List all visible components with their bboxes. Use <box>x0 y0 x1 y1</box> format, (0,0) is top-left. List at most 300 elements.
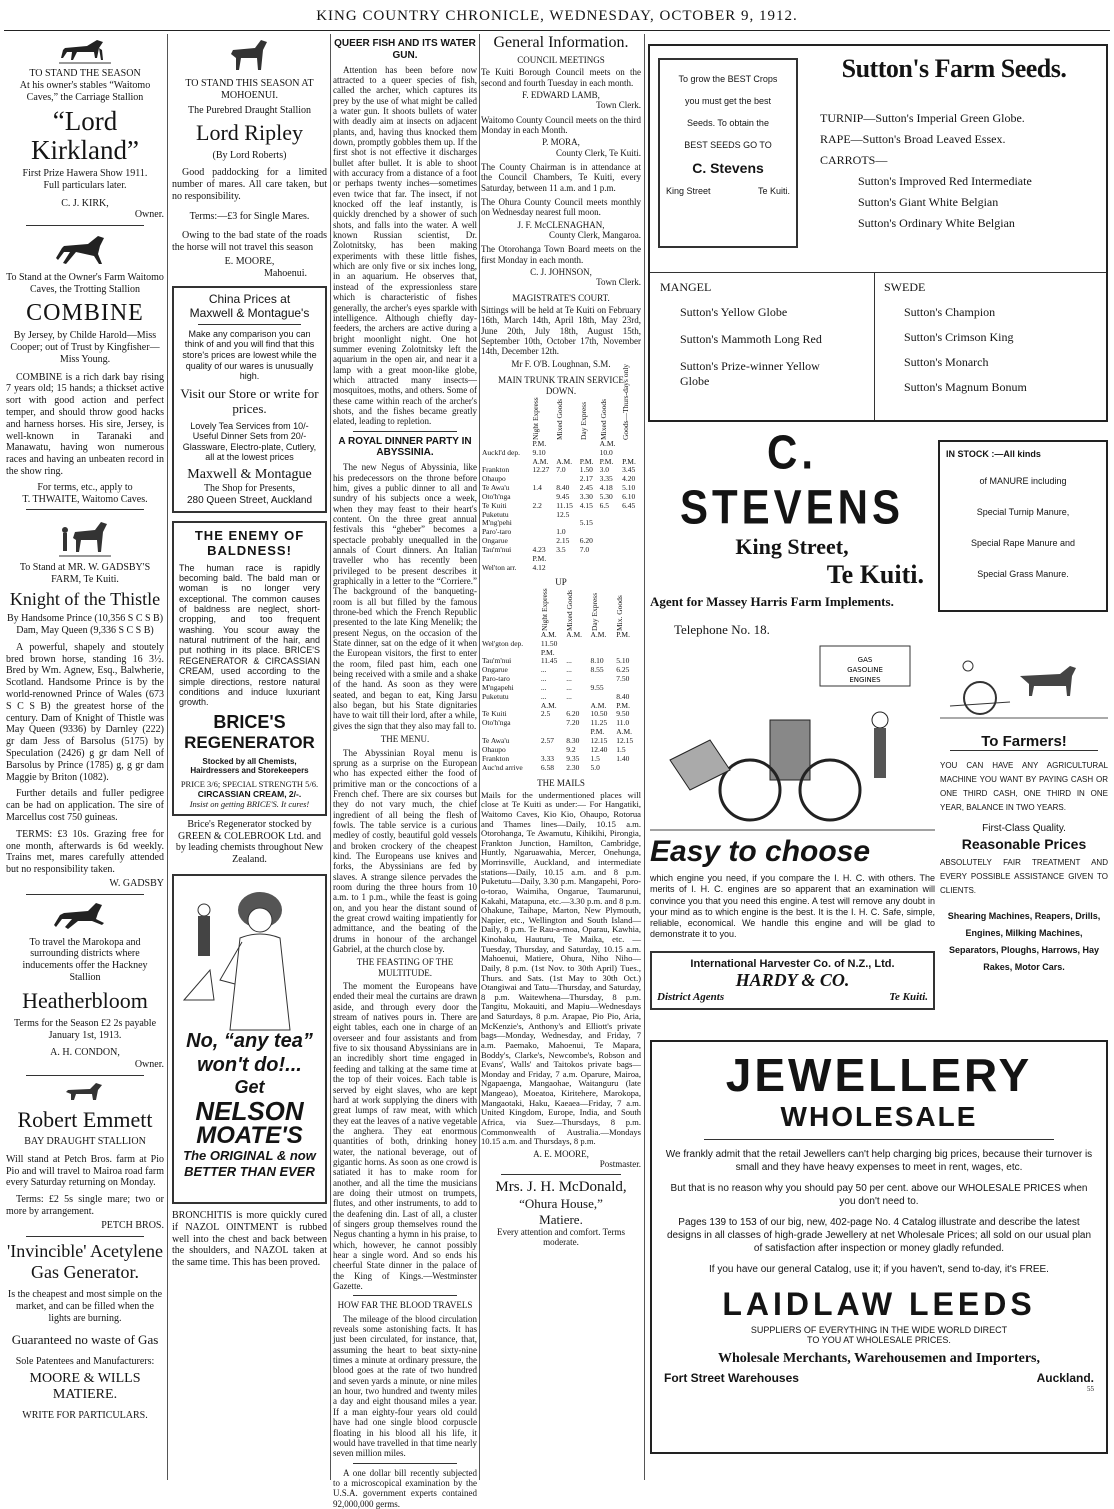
shop-address: 280 Queen Street, Auckland <box>186 495 313 507</box>
ihc-town: Te Kuiti. <box>889 990 928 1003</box>
ad-terms: TERMS: £3 10s. Grazing free for one month, afterwards is 6d weekly. Trains met, mares carefully attended but no responsibility taken. <box>6 828 164 876</box>
timetable-cell: A.M. <box>590 629 607 639</box>
divider <box>26 894 144 895</box>
timetable-cell: 6.20 <box>566 709 580 719</box>
timetable-cell <box>599 528 622 537</box>
robert-emmett-ad <box>6 1080 164 1232</box>
timetable-cell: 6.25 <box>616 665 630 675</box>
manure-box <box>938 440 1108 612</box>
timetable-cell: A.M. <box>556 456 573 466</box>
timetable-cell: 9.10 <box>532 447 546 457</box>
timetable-cell: 11.50 <box>540 638 558 648</box>
tea-slogan: Get <box>234 1077 265 1098</box>
timetable-cell: Ongarue <box>482 665 508 675</box>
ad-line: By Jersey, by Childe Harold—Miss Cooper; out of Trust by Kingfisher—Miss Young. <box>10 330 160 365</box>
ad-body: Further details and fuller pedigree can be had on application. The sire of Marcellus cost 750 guineas. <box>6 788 164 823</box>
box-name: C. Stevens <box>692 160 764 176</box>
ihc-district: District Agents <box>657 990 725 1003</box>
timetable-direction: DOWN. <box>545 385 577 396</box>
heatherbloom-ad <box>6 899 164 1071</box>
stallion-name: “Lord Kirkland” <box>31 106 139 165</box>
article-title: HOW FAR THE BLOOD TRAVELS <box>337 1300 473 1311</box>
ad-line: Sole Patentees and Manufacturers: <box>15 1355 155 1367</box>
timetable-cell: 6.58 <box>540 762 554 772</box>
timetable-cell: Oto'h'nga <box>482 718 511 728</box>
timetable-cell: 8.55 <box>590 665 604 675</box>
stallion-name: Knight of the Thistle <box>9 588 161 609</box>
ad-price: PRICE 3/6; SPECIAL STRENGTH 5/6. <box>180 778 319 789</box>
seed-item: Sutton's Yellow Globe <box>680 305 788 319</box>
manure-line: IN STOCK :—All kinds <box>946 449 1041 459</box>
timetable-cell <box>579 440 599 449</box>
china-prices-ad <box>172 286 327 514</box>
nelson-moate-tea-ad <box>172 874 327 1204</box>
trotting-horse-icon <box>54 230 116 270</box>
timetable-cell: 1.40 <box>616 753 630 763</box>
divider <box>501 1174 621 1175</box>
stevens-phone: Telephone No. 18. <box>674 622 770 637</box>
timetable-cell: 9.45 <box>556 491 570 501</box>
jewellery-title: JEWELLERY <box>725 1049 1033 1101</box>
stevens-ad <box>650 424 934 637</box>
stevens-street: King Street, <box>735 534 849 559</box>
timetable-cell <box>579 555 599 564</box>
divider <box>353 1295 457 1296</box>
laidlaw-trade: Wholesale Merchants, Warehousemen and Importers, <box>718 1350 1040 1366</box>
timetable-cell: A.M. <box>540 629 557 639</box>
ad-title: Maxwell & Montague's <box>189 305 310 320</box>
timetable-row <box>481 764 641 773</box>
ad-footer: WRITE FOR PARTICULARS. <box>22 1409 148 1421</box>
masthead-rule <box>4 30 1110 31</box>
tea-tagline: The ORIGINAL & now <box>183 1148 316 1164</box>
timetable-cell: 3.5 <box>556 544 566 554</box>
combine-ad <box>6 230 164 505</box>
timetable-cell: P.M. <box>616 629 630 639</box>
ad-line: First Prize Hawera Show 1911. <box>22 168 148 180</box>
seed-item: Sutton's Monarch <box>904 355 989 369</box>
timetable-cell: P.M. <box>616 700 630 710</box>
notice-role: Postmaster. <box>599 1159 641 1170</box>
box-line: you must get the best <box>684 96 772 106</box>
article-body: Attention has been before now attracted to a queer species of fish, called the archer, which captures its prey by the use of what might be called a water gun. It shoots bullets of water with deadly aim at insects on adjacent plants, and, having thus knocked them down, promptly gobbles them up. If the first shot is not effective it discharges bullet after bullet. It is able to shoot with accuracy from a distance of a foot or perhaps twenty inches—sometimes even twice that far. The insect, if not knocked off the leaf instantly, is quickly drenched by a shower of such shots, and falls into the water. A well known Russian scientist, Dr. Zolotnitsky, has been making experiments with these little fishes, which are only five or six inches long, in an aquarium. He observes that, instead of the expressionless stare which is characteristic of fishes generally, the archer's eyes sparkle with intelligence. Although chiefly day-feeders, the archers are active during a bright moonlight night. One hot summer evening Zolotnitsky left the aquarium in the open air, and near it a lamp with a great moon-like globe, which attracted many insects—mosquitoes, moths, and others. Some of these came within reach of the archer's shots, and the fishes became greatly elated, leading to repletion. <box>333 64 477 427</box>
box-line: To grow the BEST Crops <box>678 74 778 84</box>
timetable-cell: 12.15 <box>616 735 634 745</box>
ad-body: Is the cheapest and most simple on the market, and can be filled when the lights are burning. <box>7 1289 163 1324</box>
notice-signature: Mr F. O'B. Loughnan, S.M. <box>511 358 611 369</box>
article-body: The mileage of the blood circulation reveals some astonishing facts. It has just been circulated, for instance, that, assuming the heart to beat sixty-nine times a minute at ordinary pressure, the blood goes at the rate of two hundred and seven yards a minute, or nine miles an hour, two hundred and twenty miles a day and eight thousand miles a year. If a man eighty-four years old could have had one single blood corpuscle floating in his blood all his life, it would have travelled in that time nearly seven million miles. <box>333 1313 477 1459</box>
notice: Te Kuiti Borough Council meets on the second and fourth Tuesday in each month. <box>481 67 641 88</box>
jewellery-body: Pages 139 to 153 of our big, new, 402-page No. 4 Catalog illustrate and describe the latest designs in all classes of high-grade Jewellery at net Wholesale Prices; all sold on our usual plan of satisfaction after inspection or money gladly refunded. <box>666 1216 1092 1254</box>
mails-notice: Mails for the undermentioned places will close at Te Kuiti as under:— For Hangatiki, Waitomo Caves, Kio Kio, Ohaupo, Rotorua and Thames lines—Daily, 10.15 a.m. Otorohanga, Te Awamutu, Kihikihi, Pirongia, Frankton Junction, Hamilton, Cambridge, Huntly, Ngaruawahia, Mercer, Onehunga, Morrinsville, Auckland, and intermediate stations—Daily, 10.15 a.m. and 8 p.m. Puketutu—Daily, 3.30 p.m. Mangapehi, Poro-o-torao, Waimiha, Ongarue, Taumarunui, Kakahi, Matapuna, etc.—3.30 p.m. and 8 p.m. Ohakune, Taihape, Marton, New Plymouth, Napier, etc., Wellington and South Island—Daily, 8 p.m. Te Rau-a-moa, Oparau, Kawhia, Kinohaku, Hauturu, Te Maika, etc. —Tuesday, Thursday, and Saturday, 10.15 a.m. Mahoenui, Matiere, Ohura, Niho Niho—Daily, 8 p.m. (1st Nov. to 30th April) Tues., Thurs. and Sats. (1st May to 30th Oct.) Otangiwai and Tatu—Thursday, and Saturday, 8 p.m. Waitewhena—Thursday, 8 p.m. Tangitu, Mokauiti, and Mapiu—Wednesdays and Saturdays, 8 p.m. Arapae, Pio Pio, Aria, McKenzie's, Anthony's and Elliott's private bags—Monday, Wednesday, and Friday, 7 a.m. Paemako, Mahoenui, Te Mapara, Boddy's, Clarke's, Newcombe's, Robson and Evans', Walls' and Taitokos private bags—Monday and Friday, 7 a.m. Oparure, Mairoa, Ngapaenga, Mangaohae, Waitanguru (late Mangeao), Moeatoa, Kiritehere, Marokopa, Mangaotaki, Haku, Kaeaea—Friday, 7 a.m. United Kingdom, Europe, India, and South Africa, via Suez—Thursdays, 8 p.m. Commonwealth of Australia.—Mondays 10.15 a.m. and Thursdays, 8 p.m. <box>481 789 641 1147</box>
stallion-name: Lord Ripley <box>196 120 303 146</box>
farmers-prices: Reasonable Prices <box>961 836 1087 852</box>
timetable-cell: ... <box>566 656 572 666</box>
timetable-cell: ... <box>566 682 572 692</box>
article-title: QUEER FISH AND ITS WATER GUN. <box>334 38 476 61</box>
ad-signature: E. MOORE, <box>224 255 275 267</box>
manure-line: Special Turnip Manure, <box>976 507 1070 517</box>
ad-terms: Terms for the Season £2 2s payable January 1st, 1913. <box>13 1017 157 1041</box>
timetable-cell: ... <box>540 691 547 701</box>
timetable-cell: 6.10 <box>622 491 636 501</box>
timetable-cell <box>621 546 641 555</box>
timetable-cell <box>599 537 622 546</box>
box-street: King Street <box>666 186 711 196</box>
timetable-cell <box>555 440 578 449</box>
timetable-cell <box>621 555 641 564</box>
notice-signature: J. F. McCLENAGHAN, <box>517 219 605 230</box>
hotel-house: “Ohura House,” <box>519 1196 603 1212</box>
timetable-cell: 4.23 <box>532 544 546 554</box>
timetable-cell: 12.15 <box>590 735 608 745</box>
section-title: General Information. <box>493 34 629 51</box>
article-body: A one dollar bill recently subjected to a microscopical examination by the U.S.A. government experts contained 92,000,000 germs. <box>333 1467 477 1509</box>
timetable-cell: 2.17 <box>579 474 593 484</box>
notice: The Otorohanga Town Board meets on the first Monday in each month. <box>481 244 641 265</box>
ad-title: THE ENEMY OF BALDNESS! <box>194 528 305 559</box>
farmers-body: YOU CAN HAVE ANY AGRICULTURAL MACHINE YOU WANT BY PAYING CASH OR ONE THIRD CASH, ONE THIRD IN ONE YEAR, BALANCE IN TWO YEARS. <box>940 761 1108 812</box>
timetable-cell: 1.5 <box>616 744 626 754</box>
ad-terms: For terms, etc., apply to <box>37 481 133 493</box>
seed-item: Sutton's Ordinary White Belgian <box>858 216 1015 230</box>
timetable-cell <box>599 564 622 573</box>
timetable-header: Night Express <box>531 397 541 440</box>
ad-terms: Terms: £2 5s single mare; two or more by arrangement. <box>6 1194 164 1217</box>
timetable-cell: 5.30 <box>599 491 613 501</box>
tea-slogan: No, “any tea” <box>186 1029 313 1052</box>
timetable-cell: 1.0 <box>556 527 566 537</box>
timetable-cell <box>615 640 641 649</box>
timetable-cell <box>579 564 599 573</box>
column-rule <box>644 34 645 1480</box>
timetable-cell: 12.27 <box>532 465 550 475</box>
jewellery-subtitle: WHOLESALE <box>780 1100 978 1132</box>
timetable-row <box>481 546 641 555</box>
timetable-cell: Tau'm'nui <box>482 544 512 554</box>
farmers-quality: First-Class Quality. <box>982 823 1066 834</box>
hotel-town: Matiere. <box>539 1211 583 1227</box>
timetable-cell <box>621 537 641 546</box>
ad-body: COMBINE is a rich dark bay rising 7 years old; 15 hands; a thickset active sort with good action and perfect temper, and should throw good hacks and harness horses. His sire, Jersey, is well-known in Taranaki and Manawatu, having won numerous races and having an unbeaten record in the show ring. <box>6 371 164 477</box>
timetable-cell <box>590 640 616 649</box>
horse-with-handler-icon <box>57 514 113 560</box>
ad-body: A powerful, shapely and stoutely bred brown horse, standing 16 3½. Bred by Wm. Agnew, Esq., Balwherie, Scotland. Handsome Prince is by the world-renowned Prince of Wales (673 S C S B) the greatest horse of the century. Dam of Knight of Thistle was May Queen (9336) by Darnley (222) gr dam Jess of Barsolus (5175) by Speculation (2426) g gr dam Nell of Barsolus by Prince (1785) g, g gr dam Maggie by Briton (1082). <box>6 641 164 783</box>
timetable-cell: 8.40 <box>616 691 630 701</box>
timetable-cell: 2.2 <box>532 500 542 510</box>
laidlaw-warehouses: Fort Street Warehouses <box>664 1370 799 1385</box>
timetable-cell: 8.10 <box>590 656 604 666</box>
timetable-cell <box>531 511 555 520</box>
section-subhead: THE MAILS <box>537 778 585 789</box>
box-line: Seeds. To obtain the <box>687 118 769 128</box>
mangel-list <box>660 280 870 389</box>
timetable-cell: 11.45 <box>540 656 558 666</box>
timetable-cell <box>555 555 578 564</box>
timetable-cell: M'ngapehi <box>482 682 514 692</box>
hotel-note: Every attention and comfort. Terms moderate. <box>497 1226 625 1248</box>
timetable-cell: 7.20 <box>566 718 580 728</box>
seed-item: Sutton's Mammoth Long Red <box>680 332 822 346</box>
ad-line: To Stand at MR. W. GADSBY'S FARM, Te Kuiti. <box>19 562 151 586</box>
up-train-table <box>481 587 641 773</box>
timetable-direction: UP <box>555 576 567 587</box>
jewellery-body: If you have our general Catalog, use it; if you haven't, send to-day, it's FREE. <box>709 1263 1049 1275</box>
timetable-row <box>481 640 641 649</box>
ad-body: Owing to the bad state of the roads the horse will not travel this season <box>172 230 327 254</box>
timetable-cell: 8.40 <box>556 483 570 493</box>
ad-heading: TO STAND THE SEASON <box>29 68 141 79</box>
timetable-cell: P.M. <box>532 438 547 448</box>
stevens-agent: Agent for Massey Harris Farm Implements. <box>650 594 894 609</box>
timetable-cell: A.M. <box>532 456 549 466</box>
firm-name: MOORE & WILLS <box>29 1370 141 1386</box>
shop-tagline: The Shop for Presents, <box>203 483 296 495</box>
timetable-cell: 9.2 <box>566 744 576 754</box>
stevens-name: C. STEVENS <box>679 424 905 535</box>
timetable-cell: Te Kuiti <box>482 500 507 510</box>
seed-item: Sutton's Crimson King <box>904 330 1014 344</box>
seed-item: Sutton's Improved Red Intermediate <box>858 174 1032 188</box>
timetable-cell <box>599 511 622 520</box>
timetable-cell: Paro'-taro <box>482 527 512 537</box>
horse-icon <box>57 36 113 66</box>
suttons-title: Sutton's Farm Seeds. <box>841 54 1067 83</box>
timetable-cell: 7.50 <box>616 674 630 684</box>
notice-signature: F. EDWARD LAMB, <box>522 89 600 100</box>
ad-body: The human race is rapidly becoming bald. The bald man or woman is no longer very exceptional. The common causes of baldness are neglect, short-cropping, and too frequent washing. You scour away the natural nutriment of the hair, and put nothing in its place. BRICE'S REGENERATOR & CIRCASSIAN CREAM, used according to the simple directions, restore natural conditions and induce luxuriant growth. <box>179 562 320 708</box>
timetable-cell: A.M. <box>540 700 557 710</box>
timetable-cell: Oto'h'nga <box>482 491 511 501</box>
laidlaw-city: Auckland. <box>1036 1370 1094 1385</box>
timetable-cell: P.M. <box>540 647 555 657</box>
woman-illustration <box>180 880 320 1030</box>
notice-role: Town Clerk. <box>596 100 641 111</box>
farmers-machines: Shearing Machines, Reapers, Drills, Engines, Milking Machines, Separators, Ploughs, Harrows, Hay Rakes, Motor Cars. <box>947 911 1101 973</box>
tea-brand: NELSON <box>195 1096 304 1127</box>
timetable-cell <box>565 640 589 649</box>
timetable-cell: 5.10 <box>622 483 636 493</box>
tea-brand: MOATE'S <box>196 1122 303 1150</box>
divider <box>26 1236 144 1237</box>
suttons-seeds-ad <box>648 44 1108 422</box>
divider <box>26 225 144 226</box>
timetable-cell: P.M. <box>579 456 594 466</box>
timetable-cell: P.M. <box>599 456 614 466</box>
timetable-cell <box>621 440 641 449</box>
ad-role: Owner. <box>134 1059 164 1071</box>
timetable-cell <box>621 564 641 573</box>
timetable-cell: 3.33 <box>540 753 554 763</box>
seed-item: RAPE—Sutton's Broad Leaved Essex. <box>820 132 1006 146</box>
ihc-company: International Harvester Co. of N.Z., Ltd. <box>690 957 895 970</box>
firm-town: MATIERE. <box>52 1387 118 1403</box>
timetable-cell: 6.20 <box>579 536 593 546</box>
seed-heading: SWEDE <box>884 280 926 294</box>
brice-regenerator-ad <box>172 521 327 816</box>
timetable-cell: 2.5 <box>540 709 551 719</box>
notice-role: County Clerk, Mangaroa. <box>549 230 641 241</box>
box-line: BEST SEEDS GO TO <box>684 140 772 150</box>
timetable-cell: Tau'm'nui <box>482 656 512 666</box>
stevens-town: Te Kuiti. <box>826 560 924 589</box>
timetable-cell <box>599 555 622 564</box>
timetable-cell <box>621 528 641 537</box>
seed-item: Sutton's Giant White Belgian <box>858 195 999 209</box>
article-title: A ROYAL DINNER PARTY IN ABYSSINIA. <box>338 435 472 459</box>
ad-number: 55 <box>1087 1384 1094 1393</box>
timetable-cell: 2.30 <box>566 762 580 772</box>
ad-town: Mahoenui. <box>263 267 307 279</box>
timetable-cell: Ohaupo <box>482 474 506 484</box>
ad-title: China Prices at <box>208 291 291 306</box>
timetable-cell: P.M. <box>622 456 636 466</box>
ihc-agent: HARDY & CO. <box>735 969 850 990</box>
timetable-cell: 11.25 <box>590 718 608 728</box>
ad-signature: W. GADSBY <box>109 877 164 889</box>
timetable-cell <box>555 564 578 573</box>
product-name: BRICE'S <box>213 711 286 732</box>
laidlaw-leeds-name: LAIDLAW LEEDS <box>722 1285 1036 1322</box>
timetable-cell: Wel'ton arr. <box>482 562 517 572</box>
column-4 <box>481 34 641 1482</box>
seed-item: Sutton's Prize-winner Yellow Globe <box>680 359 820 388</box>
laidlaw-tagline: SUPPLIERS OF EVERYTHING IN THE WIDE WORLD DIRECT TO YOU AT WHOLESALE PRICES. <box>750 1324 1008 1345</box>
divider <box>198 324 301 325</box>
seed-item: Sutton's Champion <box>904 305 996 319</box>
engine-sign: ENGINES <box>849 676 881 684</box>
timetable-cell: 7.0 <box>579 544 590 554</box>
timetable-cell: ... <box>566 674 572 684</box>
timetable-cell: M'ng'pehi <box>482 518 512 528</box>
timetable-row <box>481 564 641 573</box>
divider <box>26 509 144 510</box>
column-rule <box>479 34 480 1480</box>
tea-tagline: BETTER THAN EVER <box>184 1163 315 1179</box>
ad-line: Stocked by all Chemists, Hairdressers and Storekeepers <box>190 756 309 776</box>
ad-body: Make any comparison you can think of and you will find that this store's prices are lowest while the quality of our wares is unusually high. <box>182 328 317 382</box>
shop-name: Maxwell & Montague <box>187 466 312 482</box>
column-rule <box>167 34 168 1480</box>
ad-line: The Purebred Draught Stallion <box>187 104 312 116</box>
ad-signature: T. THWAITE, Waitomo Caves. <box>22 493 148 505</box>
timetable-header: Night Express <box>539 588 549 631</box>
timetable-cell: Te Awa'u <box>482 735 510 745</box>
timetable-cell: Ohaupo <box>482 744 506 754</box>
manure-line: of MANURE including <box>979 476 1067 486</box>
column-2 <box>172 34 327 1482</box>
timetable-cell <box>531 519 555 528</box>
gas-generator-ad <box>6 1241 164 1422</box>
lord-ripley-ad <box>172 36 327 280</box>
timetable-cell: 6.5 <box>599 500 609 510</box>
notice: The Ohura County Council meets monthly on Wednesday nearest full moon. <box>481 197 641 218</box>
timetable-cell: Ongarue <box>482 536 508 546</box>
timetable-cell <box>599 519 622 528</box>
ad-signature: PETCH BROS. <box>101 1219 164 1231</box>
stallion-name: Robert Emmett <box>17 1107 153 1133</box>
ad-body: Will stand at Petch Bros. farm at Pio Pio and will travel to Mairoa road farm every Saturday returning on Monday. <box>6 1153 164 1189</box>
timetable-header: Mixed Goods <box>598 398 608 440</box>
timetable-cell: P.M. <box>532 553 547 563</box>
timetable-cell: ... <box>566 691 572 701</box>
timetable-header: Mix. Goods <box>615 595 625 631</box>
notice-role: Town Clerk. <box>596 277 641 288</box>
nazol-notice: BRONCHITIS is more quickly cured if NAZOL OINTMENT is rubbed well into the chest and back between the shoulders, and NAZOL taken at the same time. This has been proved. <box>172 1209 327 1269</box>
timetable-cell <box>540 719 565 728</box>
stallion-name: Heatherbloom <box>22 987 148 1013</box>
timetable-cell: 9.55 <box>590 682 604 692</box>
ad-guarantee: Guaranteed no waste of Gas <box>11 1332 159 1348</box>
notice-role: County Clerk, Te Kuiti. <box>556 147 641 158</box>
timetable-cell: 8.30 <box>566 735 580 745</box>
tea-slogan: won't do!... <box>197 1053 302 1076</box>
timetable-cell: 10.50 <box>590 709 608 719</box>
section-subhead: COUNCIL MEETINGS <box>517 54 605 65</box>
ad-signature: C. J. KIRK, <box>61 197 109 209</box>
timetable-cell: P.M. <box>590 727 605 737</box>
timetable-header: Day Express <box>589 592 599 631</box>
ihc-engine-ad <box>650 640 935 1030</box>
timetable-cell: ... <box>540 674 547 684</box>
hackney-horse-icon <box>50 899 120 935</box>
timetable-cell: 4.20 <box>622 474 636 484</box>
product-name: REGENERATOR <box>184 732 315 752</box>
section-subhead: MAIN TRUNK TRAIN SERVICE <box>498 375 624 386</box>
notice-signature: A. E. MOORE, <box>533 1148 589 1159</box>
seed-item: TURNIP—Sutton's Imperial Green Globe. <box>820 111 1025 125</box>
ad-line: Full particulars later. <box>43 179 127 191</box>
ihc-agent-box <box>650 951 935 1010</box>
timetable-cell: A.M. <box>616 727 633 737</box>
manure-line: Special Rape Manure and <box>970 538 1076 548</box>
notice: Sittings will be held at Te Kuiti on February 16th, March 14th, April 18th, May 23rd, June 20th, July 18th, August 15th, September 10th, October 17th, November 14th, December 12th. <box>481 305 641 357</box>
timetable-cell: 1.50 <box>579 465 593 475</box>
farmers-title: To Farmers! <box>950 733 1098 751</box>
divider <box>26 1075 144 1076</box>
ad-visit: Visit our Store or write for prices. <box>180 385 319 417</box>
timetable-corner <box>481 396 531 440</box>
timetable-cell: Wel'gton dep. <box>482 638 524 648</box>
timetable-cell: Puketutu <box>482 509 509 519</box>
hotel-name: Mrs. J. H. McDonald, <box>495 1178 627 1195</box>
ad-price: CIRCASSIAN CREAM, 2/-. <box>197 788 302 799</box>
timetable-cell: 10.0 <box>599 447 613 457</box>
lord-kirkland-ad <box>6 36 164 221</box>
timetable-cell: 3.0 <box>599 465 609 475</box>
article-body: The moment the Europeans have ended their meal the curtains are drawn aside, and through every door the stream of natives pours in. There are eight tables, each one in charge of an overseer and four assistants and from five to six thousand Abyssinians are in an incredibly short time engaged in feeding and talking at the same time at the top of their voices. Each table is served by eight slaves, who are kept hard at work supplying the diners with great lumps of raw meat, with which they eat the leaves of a native vegetable the anghera. They eat enormous quantities of both, drinking honey water, the national beverage, out of gigantic horns. As soon as one crowd is satiated it has to make room for another, and all the time the musicians are doing their utmost on trumpets, flutes, and other instruments, to add to the deafening din. Last of all, a cluster of singers group themselves round the Negus chanting a hymn in his praise, to which, however, he cannot possibly hear a single word. And so ends his cheerful State dinner in the palace of the King of Kings.—Westminster Gazette. <box>333 981 477 1292</box>
timetable-cell: 4.12 <box>532 562 546 572</box>
timetable-cell: 2.15 <box>556 536 570 546</box>
seed-item: CARROTS— <box>820 153 888 167</box>
timetable-cell: Frankton <box>482 753 510 763</box>
timetable-header: Mixed Goods <box>565 589 575 631</box>
timetable-cell: Te Kuiti <box>482 709 507 719</box>
timetable-cell <box>621 511 641 520</box>
product-name: 'Invincible' Acetylene Gas Generator. <box>7 1240 163 1282</box>
engine-sign: GAS <box>857 656 873 664</box>
timetable-cell: 3.45 <box>622 465 636 475</box>
timetable-cell: ... <box>540 665 547 675</box>
timetable-cell: Auc'nd arrive <box>482 762 523 772</box>
jewellery-body: We frankly admit that the retail Jewellers can't help charging big prices, because their turnover is small and they have heavy expenses to meet in rent, wages, etc. <box>665 1148 1093 1173</box>
divider <box>353 431 457 432</box>
ad-heading: TO STAND THIS SEASON AT MOHOENUI. <box>185 78 314 101</box>
timetable-cell: 4.15 <box>579 500 593 510</box>
timetable-header: Goods—Thurs-days only <box>621 363 631 440</box>
seed-divider <box>650 272 1106 273</box>
timetable-cell: 1.4 <box>532 483 542 493</box>
